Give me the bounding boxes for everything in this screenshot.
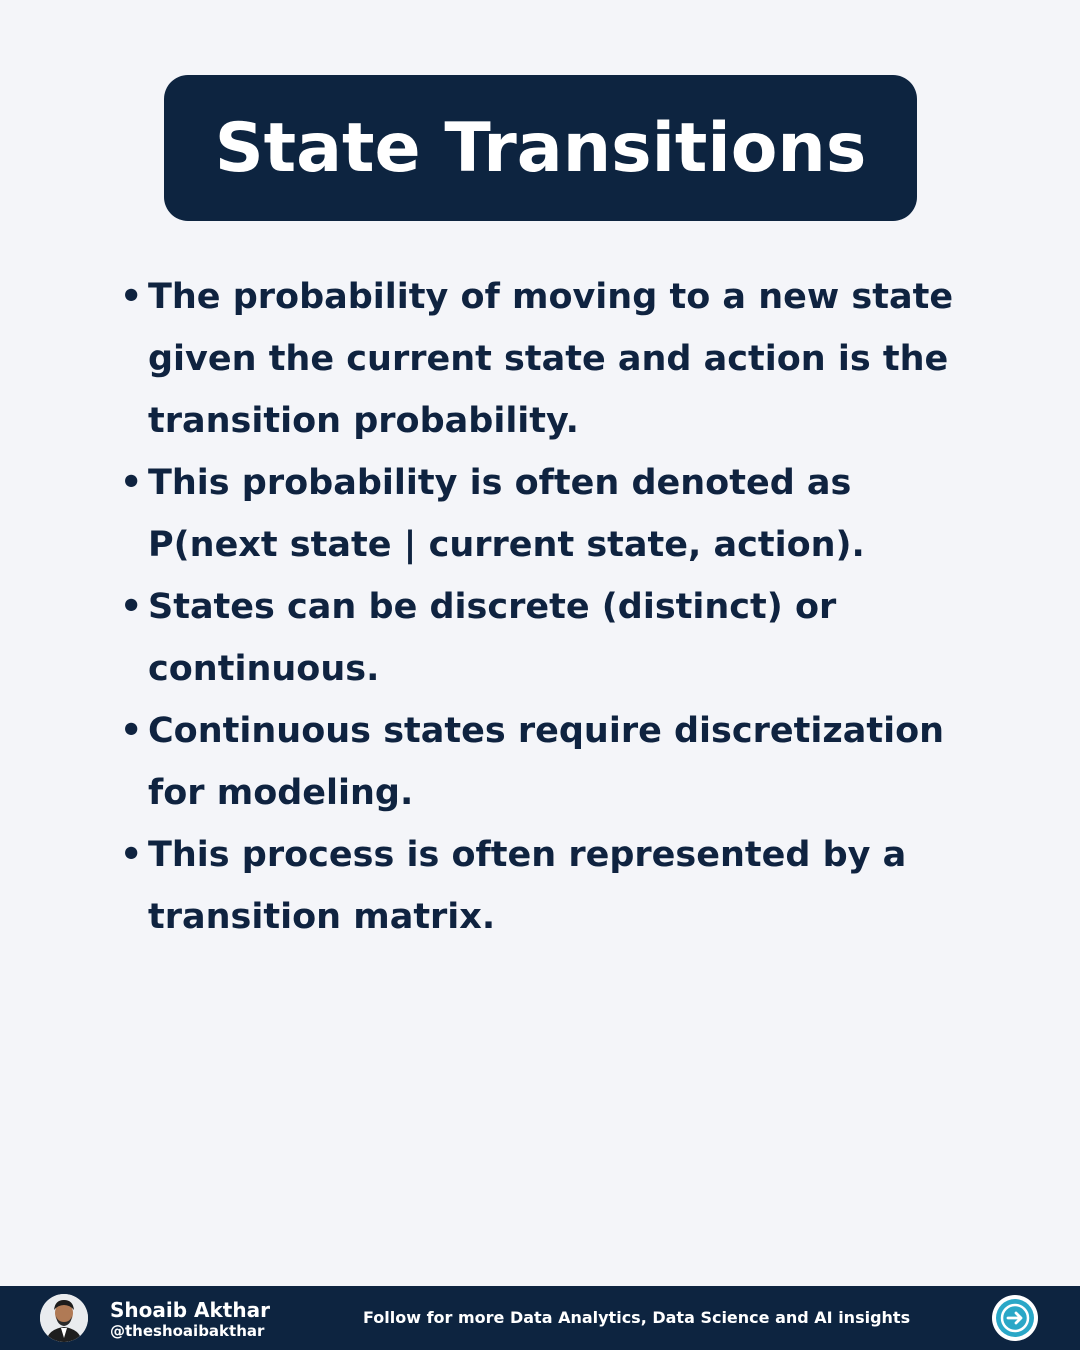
- bullet-marker: •: [120, 711, 143, 751]
- arrow-right-circle-icon: [995, 1298, 1035, 1338]
- list-item: [120, 266, 960, 452]
- bullet-text: Continuous states require discretization for modeling.: [148, 711, 945, 813]
- list-item: [120, 452, 960, 576]
- list-item: [120, 700, 960, 824]
- bullet-text: The probability of moving to a new state given the current state and action is the transition probability.: [148, 277, 954, 441]
- bullet-marker: •: [120, 277, 143, 317]
- follow-cta: Follow for more Data Analytics, Data Science and AI insights: [363, 1308, 911, 1327]
- list-item: [120, 824, 960, 948]
- author-name: Shoaib Akthar: [110, 1298, 270, 1322]
- bullet-text: States can be discrete (distinct) or continuous.: [148, 587, 837, 689]
- profile-photo-icon: [40, 1294, 88, 1342]
- list-item: [120, 576, 960, 700]
- title-banner: [164, 75, 917, 221]
- bullet-text: This process is often represented by a transition matrix.: [148, 835, 907, 937]
- footer-bar: [0, 1286, 1080, 1350]
- bullet-marker: •: [120, 835, 143, 875]
- bullet-list: [120, 266, 960, 948]
- next-button[interactable]: [992, 1295, 1038, 1341]
- avatar: [40, 1294, 88, 1342]
- page-title: State Transitions: [214, 108, 867, 188]
- bullet-marker: •: [120, 463, 143, 503]
- bullet-marker: •: [120, 587, 143, 627]
- author-handle[interactable]: @theshoaibakthar: [110, 1322, 265, 1340]
- bullet-text: This probability is often denoted as P(next state | current state, action).: [148, 463, 865, 565]
